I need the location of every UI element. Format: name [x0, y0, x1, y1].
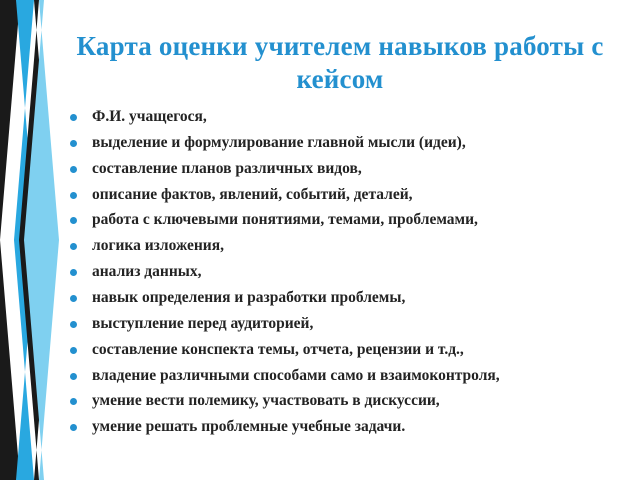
bullet-dot-icon	[70, 321, 77, 328]
list-item	[64, 341, 624, 358]
bullet-dot-icon	[70, 398, 77, 405]
bullet-list-container	[64, 108, 624, 444]
list-item-label: выступление перед аудиторией,	[92, 314, 314, 332]
list-item	[64, 263, 624, 280]
list-item	[64, 108, 624, 125]
list-item-label: составление конспекта темы, отчета, рецензии и т.д.,	[92, 340, 464, 358]
list-item-label: выделение и формулирование главной мысли (идеи),	[92, 133, 466, 151]
list-item	[64, 315, 624, 332]
list-item	[64, 211, 624, 228]
list-item-label: логика изложения,	[92, 237, 224, 255]
bullet-dot-icon	[70, 166, 77, 173]
bullet-dot-icon	[70, 424, 77, 431]
bullet-list	[64, 108, 624, 436]
bullet-dot-icon	[70, 269, 77, 276]
list-item-label: Ф.И. учащегося,	[92, 108, 207, 125]
bullet-dot-icon	[70, 295, 77, 302]
bullet-dot-icon	[70, 217, 77, 224]
bullet-dot-icon	[70, 140, 77, 147]
list-item-label: описание фактов, явлений, событий, деталей,	[92, 185, 413, 203]
bullet-dot-icon	[70, 373, 77, 380]
list-item-label: работа с ключевыми понятиями, темами, проблемами,	[92, 211, 478, 229]
list-item	[64, 289, 624, 306]
bullet-dot-icon	[70, 243, 77, 250]
list-item	[64, 392, 624, 409]
list-item	[64, 160, 624, 177]
bullet-dot-icon	[70, 347, 77, 354]
list-item	[64, 418, 624, 435]
list-item	[64, 186, 624, 203]
list-item-label: умение решать проблемные учебные задачи.	[92, 418, 406, 436]
list-item-label: владение различными способами само и взаимоконтроля,	[92, 366, 500, 384]
bullet-dot-icon	[70, 192, 77, 199]
page-title: Карта оценки учителем навыков работы с кейсом	[76, 31, 604, 95]
list-item	[64, 134, 624, 151]
list-item-label: анализ данных,	[92, 263, 202, 281]
bullet-dot-icon	[70, 114, 77, 121]
list-item-label: навык определения и разработки проблемы,	[92, 289, 406, 307]
list-item	[64, 237, 624, 254]
decorative-chevron-graphic	[0, 0, 70, 480]
list-item-label: составление планов различных видов,	[92, 159, 362, 177]
list-item-label: умение вести полемику, участвовать в дискуссии,	[92, 392, 440, 410]
list-item	[64, 367, 624, 384]
